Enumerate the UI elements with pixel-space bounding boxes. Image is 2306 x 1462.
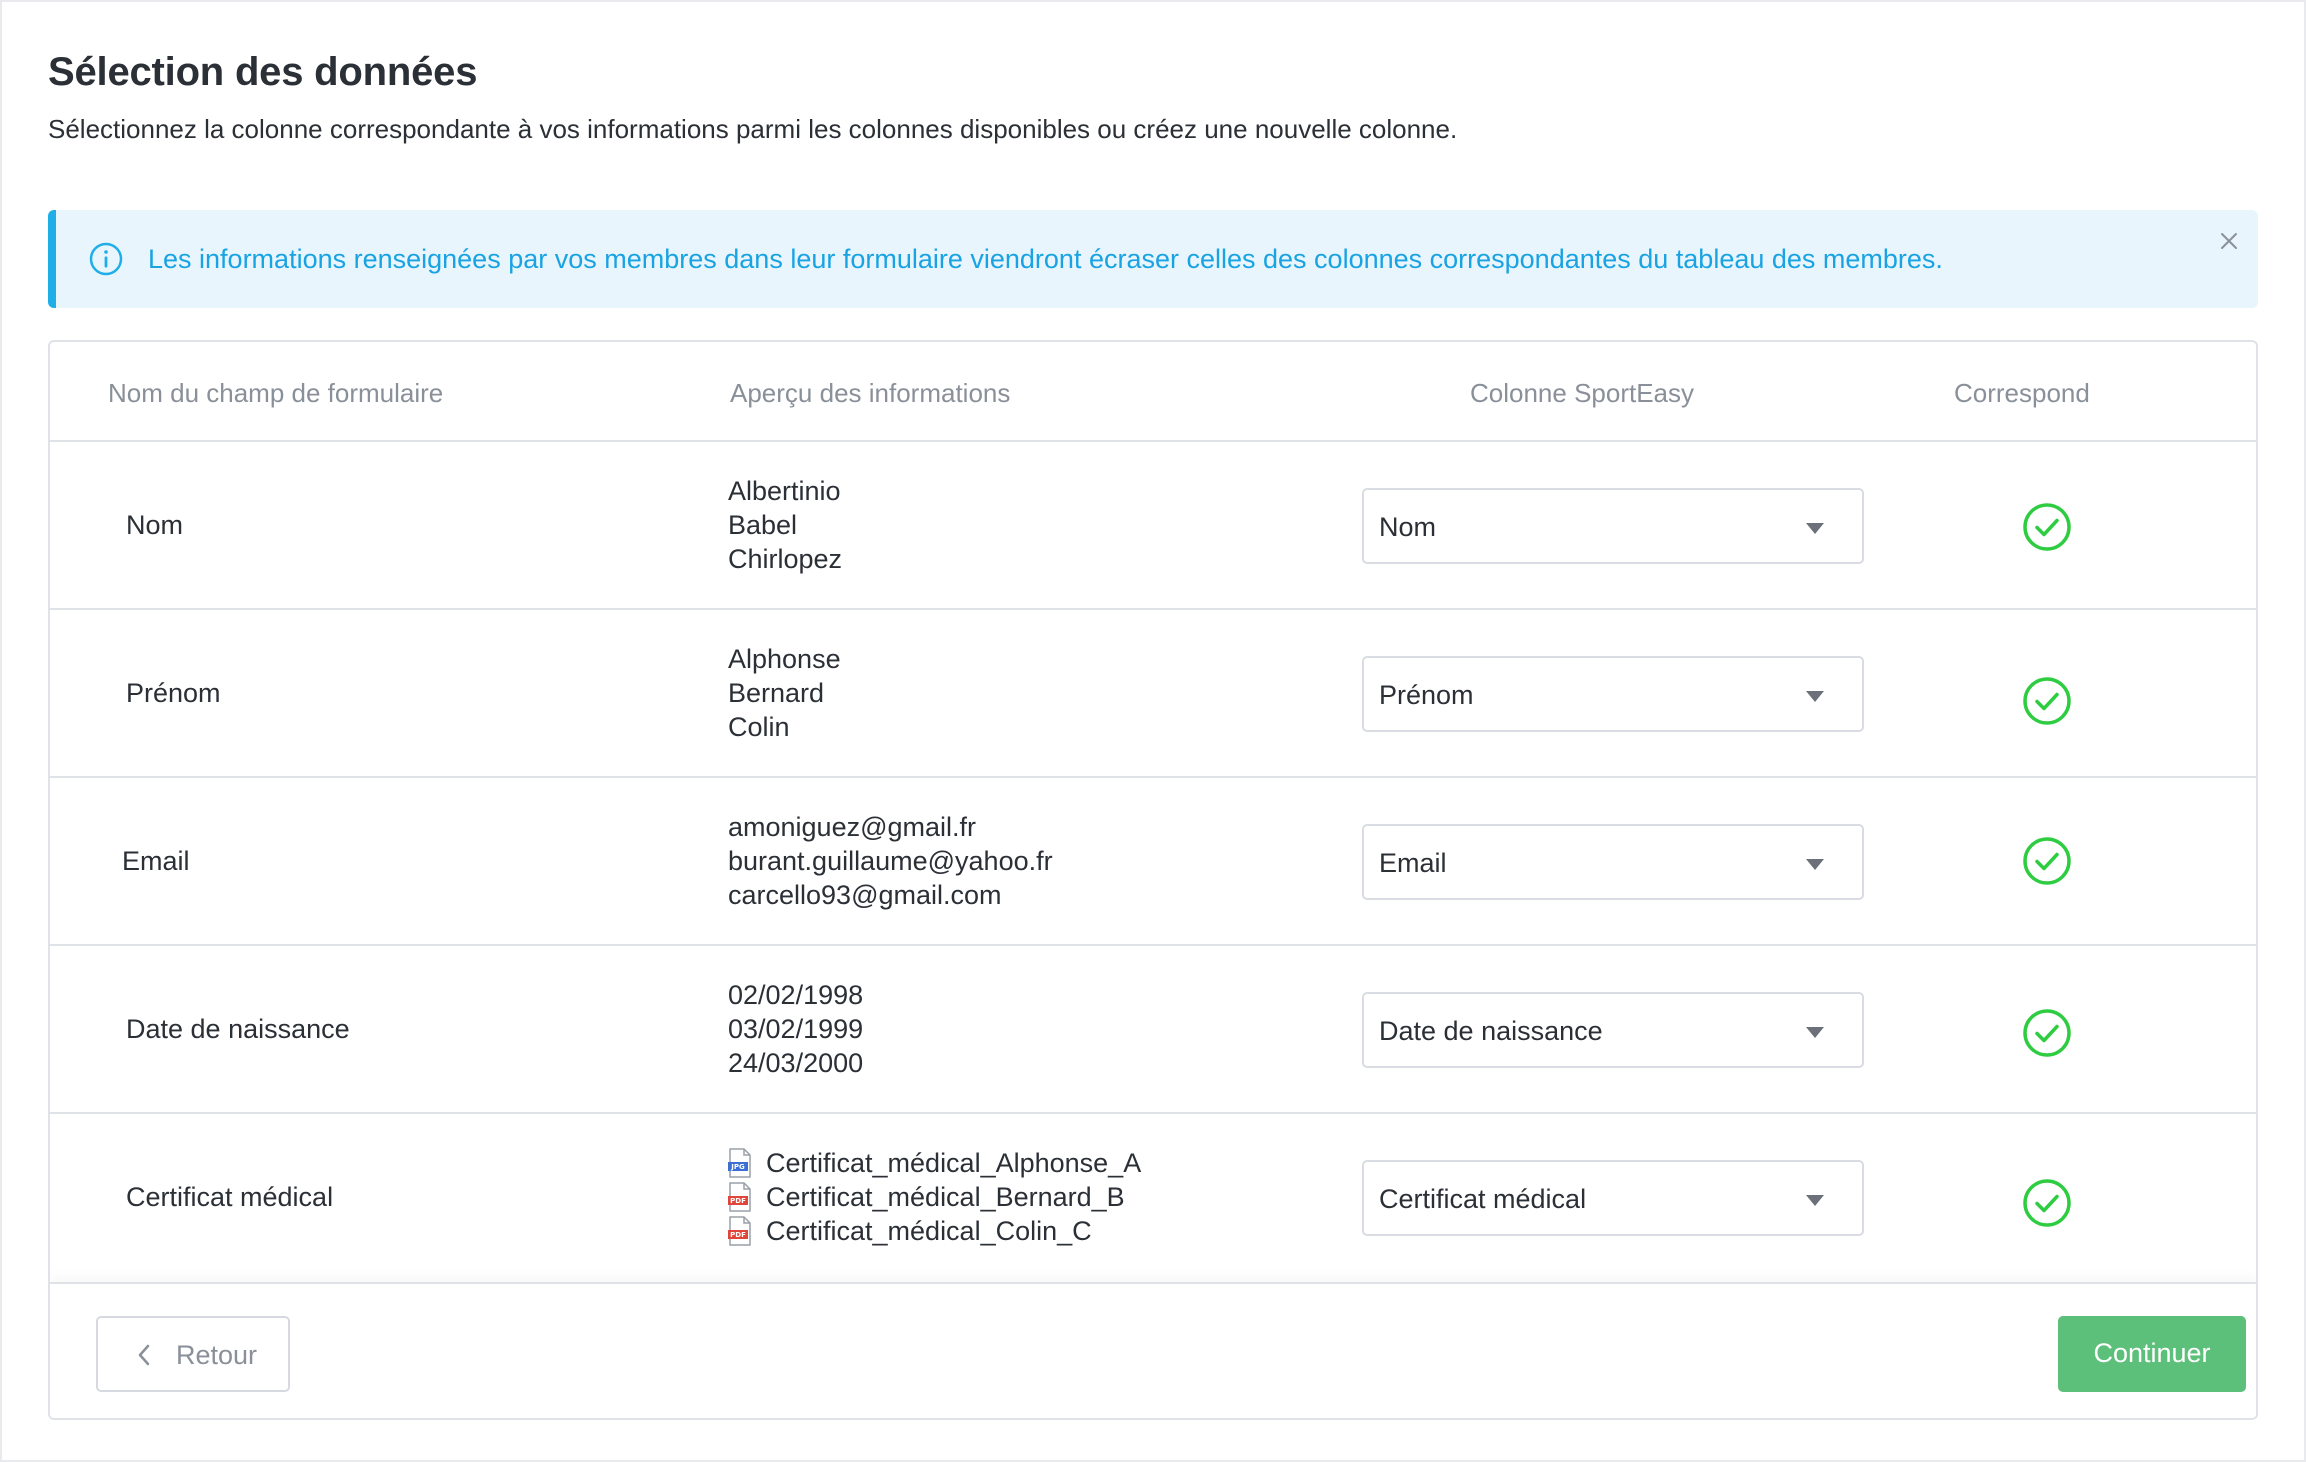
preview-value: Certificat_médical_Bernard_B bbox=[766, 1182, 1125, 1212]
table-footer bbox=[50, 1282, 2256, 1420]
select-value: Prénom bbox=[1379, 680, 1474, 710]
select-value: Date de naissance bbox=[1379, 1016, 1603, 1046]
check-circle-icon bbox=[2022, 1178, 2072, 1228]
check-circle-icon bbox=[2022, 502, 2072, 552]
preview-value: burant.guillaume@yahoo.fr bbox=[728, 846, 1053, 876]
preview-value: Alphonse bbox=[728, 644, 841, 674]
column-header-field-name: Nom du champ de formulaire bbox=[108, 378, 444, 408]
sporteasy-column-select[interactable] bbox=[1362, 992, 1864, 1068]
table-row bbox=[50, 778, 2256, 946]
check-circle-icon bbox=[2022, 1008, 2072, 1058]
preview-value: amoniguez@gmail.fr bbox=[728, 812, 977, 842]
jpg-file-icon bbox=[728, 1148, 752, 1178]
sporteasy-column-select[interactable] bbox=[1362, 1160, 1864, 1236]
pdf-file-icon bbox=[728, 1216, 752, 1246]
sporteasy-column-select[interactable] bbox=[1362, 824, 1864, 900]
chevron-left-icon bbox=[134, 1342, 154, 1368]
table-row bbox=[50, 946, 2256, 1114]
table-row bbox=[50, 1114, 2256, 1282]
preview-value: Bernard bbox=[728, 678, 825, 708]
preview-value: 03/02/1999 bbox=[728, 1014, 864, 1044]
back-button-label: Retour bbox=[176, 1340, 258, 1370]
preview-values bbox=[728, 810, 1053, 912]
check-circle-icon bbox=[2022, 676, 2072, 726]
preview-value: Albertinio bbox=[728, 476, 841, 506]
field-name: Email bbox=[122, 846, 190, 876]
preview-file bbox=[728, 1146, 1141, 1180]
caret-down-icon bbox=[1806, 1027, 1824, 1038]
preview-value: 02/02/1998 bbox=[728, 980, 864, 1010]
check-circle-icon bbox=[2022, 836, 2072, 886]
preview-value: carcello93@gmail.com bbox=[728, 880, 1002, 910]
preview-value: Babel bbox=[728, 510, 798, 540]
preview-file bbox=[728, 1214, 1141, 1248]
select-value: Nom bbox=[1379, 512, 1437, 542]
sporteasy-column-select[interactable] bbox=[1362, 488, 1864, 564]
preview-values bbox=[728, 1146, 1141, 1248]
svg-text:PDF: PDF bbox=[730, 1197, 746, 1205]
page-title: Sélection des données bbox=[48, 50, 478, 94]
field-name: Nom bbox=[126, 510, 184, 540]
preview-value: Colin bbox=[728, 712, 790, 742]
column-header-preview: Aperçu des informations bbox=[730, 378, 1011, 408]
column-header-match: Correspond bbox=[1954, 378, 2090, 408]
preview-file bbox=[728, 1180, 1141, 1214]
svg-text:JPG: JPG bbox=[731, 1163, 745, 1171]
close-icon[interactable] bbox=[2214, 226, 2244, 256]
info-icon bbox=[88, 241, 124, 277]
table-row bbox=[50, 442, 2256, 610]
sporteasy-column-select[interactable] bbox=[1362, 656, 1864, 732]
alert-message: Les informations renseignées par vos membres dans leur formulaire viendront écraser celles des colonnes correspondantes du tableau des membres. bbox=[148, 244, 1943, 274]
caret-down-icon bbox=[1806, 523, 1824, 534]
caret-down-icon bbox=[1806, 859, 1824, 870]
field-name: Certificat médical bbox=[126, 1182, 334, 1212]
preview-value: 24/03/2000 bbox=[728, 1048, 864, 1078]
preview-values bbox=[728, 978, 863, 1080]
caret-down-icon bbox=[1806, 691, 1824, 702]
table-header bbox=[50, 342, 2256, 442]
info-alert bbox=[48, 210, 2258, 308]
preview-values bbox=[728, 642, 841, 744]
svg-text:PDF: PDF bbox=[730, 1231, 746, 1239]
column-header-sporteasy-column: Colonne SportEasy bbox=[1470, 378, 1695, 408]
field-name: Prénom bbox=[126, 678, 221, 708]
continue-button-label: Continuer bbox=[2093, 1338, 2211, 1368]
select-value: Certificat médical bbox=[1379, 1184, 1587, 1214]
select-value: Email bbox=[1379, 848, 1447, 878]
back-button[interactable] bbox=[96, 1316, 290, 1392]
preview-value: Certificat_médical_Colin_C bbox=[766, 1216, 1092, 1246]
pdf-file-icon bbox=[728, 1182, 752, 1212]
caret-down-icon bbox=[1806, 1195, 1824, 1206]
preview-value: Certificat_médical_Alphonse_A bbox=[766, 1148, 1142, 1178]
field-name: Date de naissance bbox=[126, 1014, 350, 1044]
continue-button[interactable] bbox=[2058, 1316, 2246, 1392]
table-row bbox=[50, 610, 2256, 778]
preview-value: Chirlopez bbox=[728, 544, 843, 574]
preview-values bbox=[728, 474, 842, 576]
page-subtitle: Sélectionnez la colonne correspondante à vos informations parmi les colonnes disponibles ou créez une nouvelle colonne. bbox=[48, 114, 1458, 144]
mapping-table bbox=[48, 340, 2258, 1420]
